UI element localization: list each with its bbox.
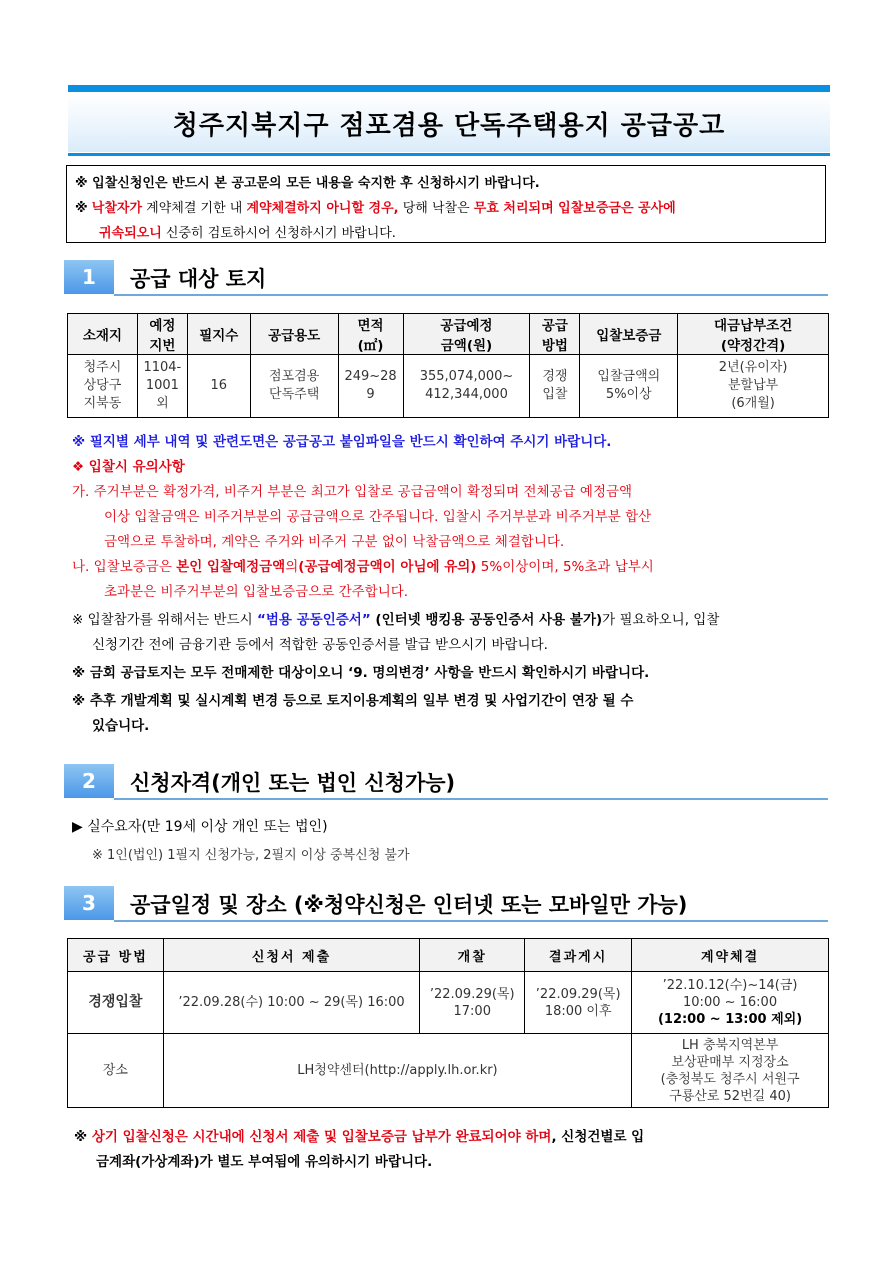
land-supply-table (67, 313, 829, 418)
section-number: 3 (64, 886, 114, 920)
note-resale: ※ 금회 공급토지는 모두 전매제한 대상이오니 ‘9. 명의변경’ 사항을 반드시 확인하시기 바랍니다. (72, 665, 650, 681)
section-1-header (64, 260, 828, 294)
open-cell: ’22.09.29(목) 17:00 (420, 972, 525, 1034)
note-na-line-1: 나. 입찰보증금은 본인 입찰예정금액의(공급예정금액이 아님에 유의) 5%이상이며, 5%초과 납부시 (72, 559, 654, 575)
final-notice: ※ 상기 입찰신청은 시간내에 신청서 제출 및 입찰보증금 납부가 완료되어야 하며, 신청건별로 입 금계좌(가상계좌)가 별도 부여됨에 유의하시기 바랍니다. (74, 1129, 645, 1170)
header-payment: 대금납부조건 (약정간격) (678, 314, 829, 355)
note-ga-line-1: 가. 주거부분은 확정가격, 비주거 부분은 최고가 입찰로 공급금액이 확정되며 전체공급 예정금액 (72, 484, 633, 500)
notice-line-1: ※ 입찰신청인은 반드시 본 공고문의 모든 내용을 숙지한 후 신청하시기 바랍니다. (75, 176, 540, 191)
section-underline (114, 294, 828, 296)
header-lot-count: 필지수 (187, 314, 250, 355)
section-number: 2 (64, 764, 114, 798)
notice-line-2: ※ 낙찰자가 계약체결 기한 내 계약체결하지 아니할 경우, 당해 낙찰은 무효 처리되며 입찰보증금은 공사에 (75, 201, 676, 216)
section-3-header (64, 886, 828, 920)
section-2-header (64, 764, 828, 798)
section-title: 신청자격(개인 또는 법인 신청가능) (130, 771, 456, 795)
method-cell: 경쟁입찰 (68, 972, 164, 1034)
header-use: 공급용도 (250, 314, 338, 355)
eligibility-item: ▶ 실수요자(만 19세 이상 개인 또는 법인) (72, 819, 328, 835)
header-deposit: 입찰보증금 (580, 314, 678, 355)
title-top-bar (68, 85, 830, 92)
schedule-table (67, 938, 829, 1108)
contract-cell: ’22.10.12(수)~14(금) 10:00 ~ 16:00 (12:00 ~ 13:00 제외) (632, 972, 829, 1034)
section-underline (114, 798, 828, 800)
table-header-row: 공급 방법 신청서 제출 개찰 결과게시 계약체결 (68, 939, 829, 972)
notice-line-3: 귀속되오니 신중히 검토하시어 신청하시기 바랍니다. (99, 226, 396, 241)
notes-section-1 (72, 430, 830, 739)
eligibility-sub: ※ 1인(법인) 1필지 신청가능, 2필지 이상 중복신청 불가 (92, 848, 410, 863)
title-banner (68, 94, 830, 152)
table-row: 청주시 상당구 지북동 1104- 1001 외 16 점포겸용 단독주택 249~28 9 355,074,000~ 412,344,000 경쟁 입찰 입찰금액의 5%이상 2년(유이자) 분할납부 (6개월) (68, 355, 829, 418)
title-bottom-bar (68, 153, 830, 156)
note-attachment: ※ 필지별 세부 내역 및 관련도면은 공급공고 붙임파일을 반드시 확인하여 주시기 바랍니다. (72, 434, 612, 450)
center-cell: LH청약센터(http://apply.lh.or.kr) (163, 1034, 631, 1108)
header-lot-number: 예정 지번 (137, 314, 187, 355)
place-cell: LH 충북지역본부 보상판매부 지정장소 (충청북도 청주시 서원구 구룡산로 52번길 40) (632, 1034, 829, 1108)
note-ga-line-3: 금액으로 투찰하며, 계약은 주거와 비주거 구분 없이 낙찰금액으로 체결합니다. (104, 534, 565, 550)
submit-cell: ’22.09.28(수) 10:00 ~ 29(목) 16:00 (163, 972, 420, 1034)
header-method: 공급 방법 (530, 314, 580, 355)
note-plan-line-2: 있습니다. (92, 718, 150, 734)
table-header-row (68, 314, 829, 355)
header-location: 소재지 (68, 314, 138, 355)
note-ga-line-2: 이상 입찰금액은 비주거부분의 공급금액으로 간주됩니다. 입찰시 주거부분과 비주거부분 합산 (104, 509, 652, 525)
section-number: 1 (64, 260, 114, 294)
section-title: 공급일정 및 장소 (※청약신청은 인터넷 또는 모바일만 가능) (130, 893, 688, 917)
note-caution-heading: ❖ 입찰시 유의사항 (72, 459, 185, 475)
note-cert-line-2: 신청기간 전에 금융기관 등에서 적합한 공동인증서를 발급 받으시기 바랍니다. (92, 637, 548, 653)
table-row (68, 1034, 829, 1108)
section-title: 공급 대상 토지 (130, 267, 267, 291)
note-cert-line-1: ※ 입찰참가를 위해서는 반드시 “범용 공동인증서” (인터넷 뱅킹용 공동인증서 사용 불가)가 필요하오니, 입찰 (72, 612, 720, 628)
notice-box (66, 165, 826, 243)
result-cell: ’22.09.29(목) 18:00 이후 (525, 972, 632, 1034)
section-underline (114, 920, 828, 922)
page-title: 청주지북지구 점포겸용 단독주택용지 공급공고 (172, 110, 726, 141)
header-price: 공급예정 금액(원) (403, 314, 530, 355)
table-row (68, 972, 829, 1034)
note-plan-line-1: ※ 추후 개발계획 및 실시계획 변경 등으로 토지이용계획의 일부 변경 및 사업기간이 연장 될 수 (72, 693, 634, 709)
note-na-line-2: 초과분은 비주거부분의 입찰보증금으로 간주합니다. (104, 584, 409, 600)
header-area: 면적 (㎡) (338, 314, 403, 355)
place-label-cell: 장소 (68, 1034, 164, 1108)
